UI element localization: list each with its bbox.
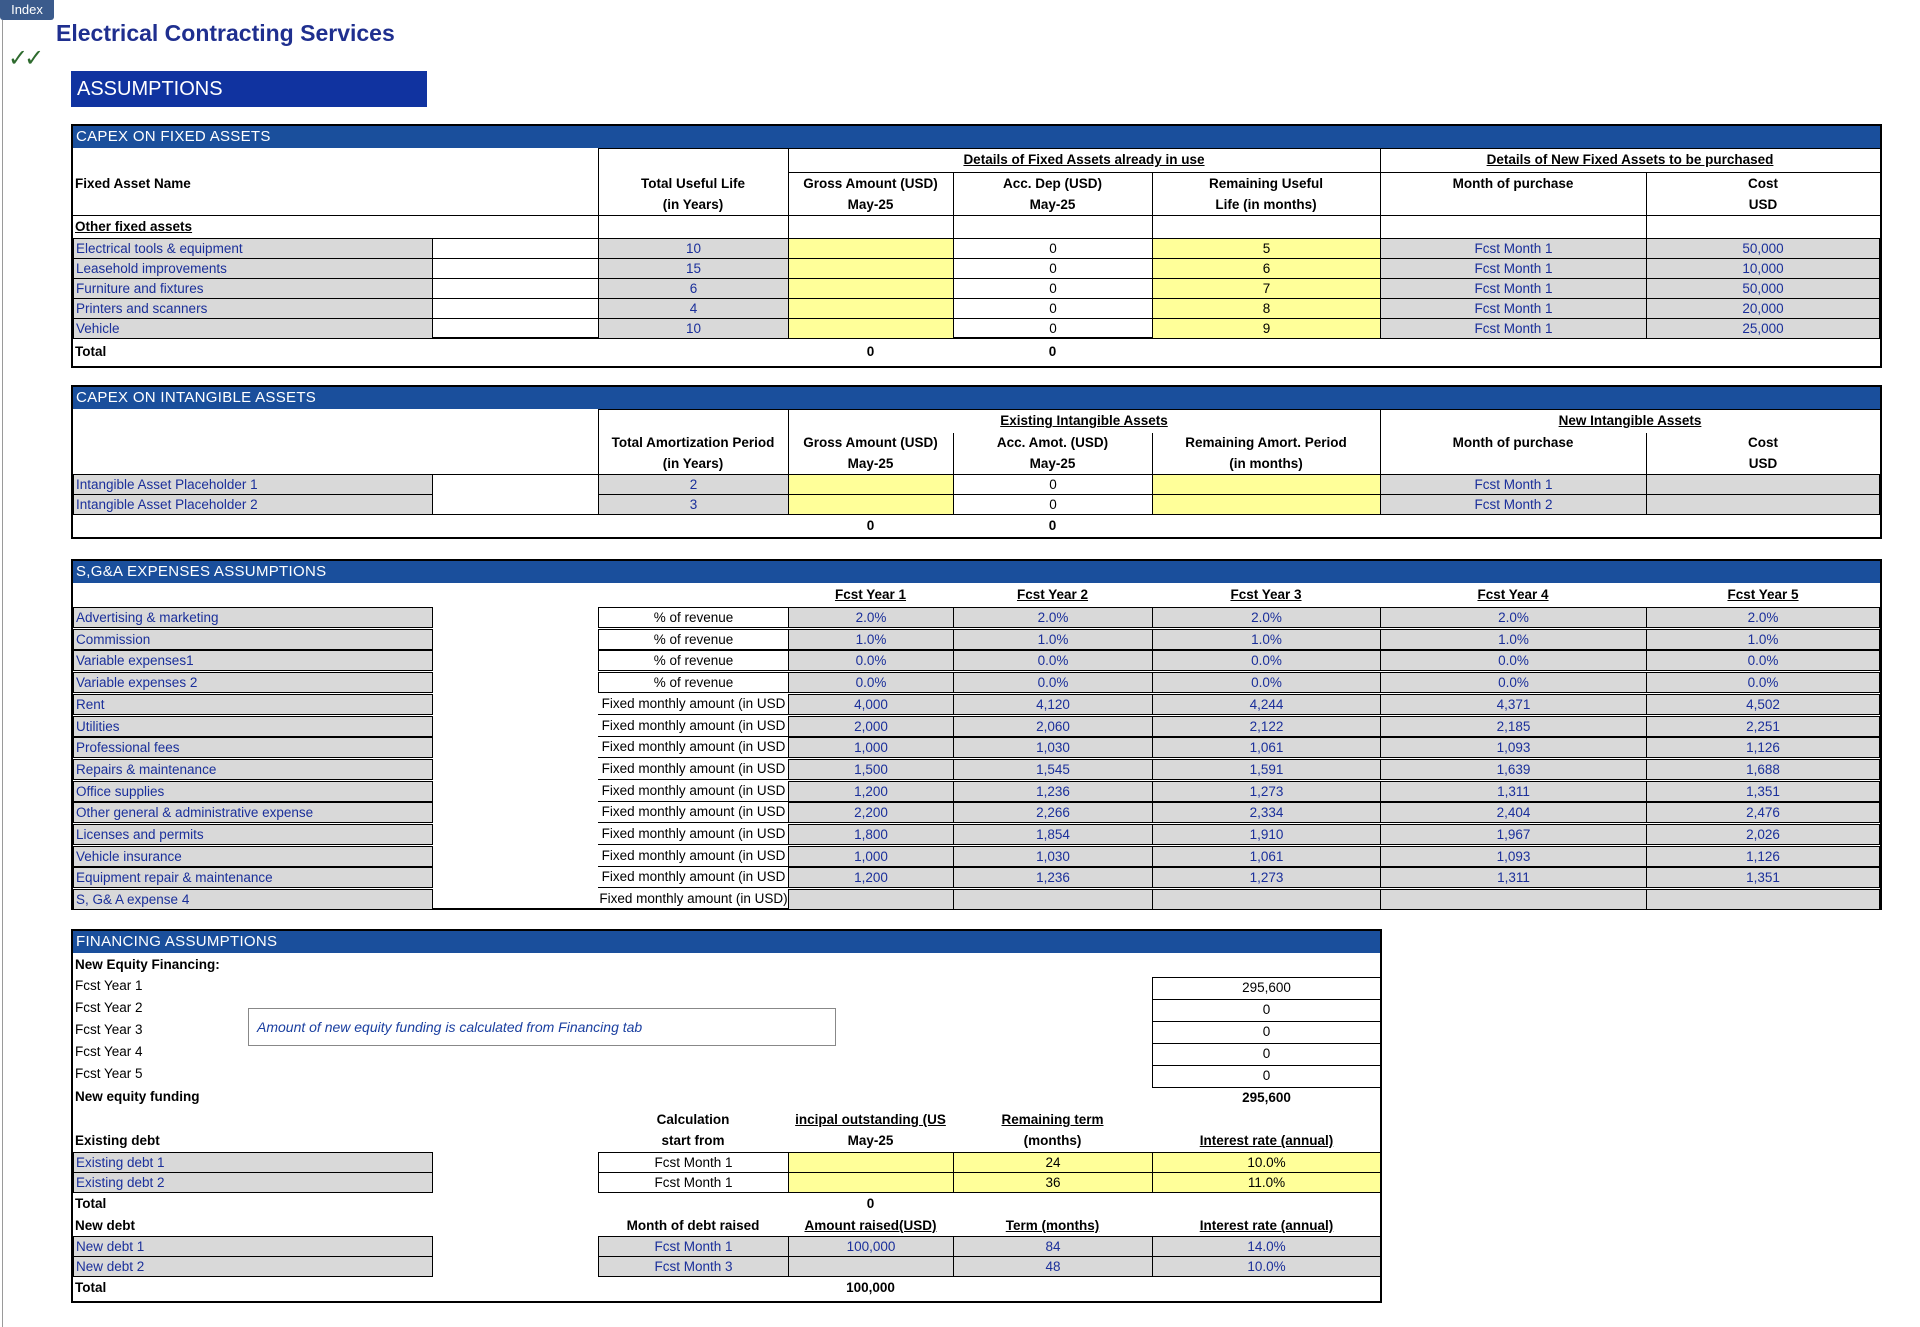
expense-value-year-5[interactable]: 1.0%	[1646, 629, 1880, 650]
new-debt-name: New debt 2	[73, 1256, 433, 1277]
expense-value-year-3[interactable]: 4,244	[1152, 694, 1381, 715]
expense-name: Commission	[73, 629, 433, 650]
existing-debt-name: Existing debt 1	[73, 1152, 433, 1173]
cost-input[interactable]: 50,000	[1646, 238, 1880, 259]
intangible-asset-name: Intangible Asset Placeholder 2	[73, 494, 433, 515]
group-existing-fixed: Details of Fixed Assets already in use	[963, 152, 1205, 167]
expense-value-year-2[interactable]: 0.0%	[953, 672, 1153, 693]
section-header: S,G&A EXPENSES ASSUMPTIONS	[73, 561, 1880, 583]
blank-cell	[432, 298, 599, 319]
col-remaining-life: Remaining Useful	[1208, 176, 1324, 191]
col-remaining-term: Remaining term	[1001, 1112, 1104, 1127]
intangible-asset-name: Intangible Asset Placeholder 1	[73, 474, 433, 495]
debt-start-select[interactable]: Fcst Month 1	[598, 1172, 789, 1193]
expense-value-year-3[interactable]: 1.0%	[1152, 629, 1381, 650]
expense-basis: % of revenue	[598, 629, 789, 650]
index-tab[interactable]: Index	[0, 0, 54, 20]
section-header: CAPEX ON FIXED ASSETS	[73, 126, 1880, 148]
total-acc-dep: 0	[1048, 344, 1057, 359]
expense-value-year-5[interactable]: 1,688	[1646, 759, 1880, 780]
purchase-month-select[interactable]: Fcst Month 1	[1380, 298, 1647, 319]
cost-input[interactable]: 25,000	[1646, 318, 1880, 339]
col-remaining-life-unit: Life (in months)	[1215, 197, 1317, 212]
expense-name: Variable expenses 2	[73, 672, 433, 693]
purchase-month-select[interactable]: Fcst Month 2	[1380, 494, 1647, 515]
gross-amount-input[interactable]	[788, 258, 954, 279]
principal-input[interactable]	[788, 1152, 954, 1173]
remaining-amort-input[interactable]	[1152, 474, 1381, 495]
debt-start-select[interactable]: Fcst Month 1	[598, 1152, 789, 1173]
expense-name: Licenses and permits	[73, 824, 433, 845]
acc-amot-value[interactable]: 0	[953, 494, 1153, 515]
remaining-life-input[interactable]: 8	[1152, 298, 1381, 319]
expense-value-year-3[interactable]: 1,273	[1152, 867, 1381, 888]
expense-basis: Fixed monthly amount (in USD	[598, 694, 789, 715]
col-acc-amot-date: May-25	[1029, 456, 1076, 471]
cost-input[interactable]	[1646, 494, 1880, 515]
expense-value-year-4[interactable]: 1,093	[1380, 846, 1647, 867]
equity-value[interactable]: 0	[1152, 1043, 1381, 1066]
expense-value-year-5[interactable]: 2.0%	[1646, 607, 1880, 628]
expense-name: Variable expenses1	[73, 650, 433, 671]
year-header: Fcst Year 3	[1230, 587, 1302, 602]
col-useful-life-unit: (in Years)	[662, 197, 724, 212]
expense-value-year-4[interactable]: 2.0%	[1380, 607, 1647, 628]
expense-value-year-1[interactable]: 1,200	[788, 867, 954, 888]
expense-value-year-1[interactable]: 4,000	[788, 694, 954, 715]
expense-value-year-4[interactable]: 2,185	[1380, 716, 1647, 737]
expense-name: Utilities	[73, 716, 433, 737]
expense-value-year-2[interactable]: 1,030	[953, 737, 1153, 758]
capex-intangible-section	[71, 385, 1882, 539]
equity-year-label: Fcst Year 4	[75, 1044, 143, 1059]
expense-value-year-5[interactable]: 0.0%	[1646, 672, 1880, 693]
expense-value-year-2[interactable]: 1.0%	[953, 629, 1153, 650]
expense-value-year-5[interactable]: 1,351	[1646, 867, 1880, 888]
col-remaining-amort: Remaining Amort. Period	[1185, 435, 1347, 450]
acc-dep-value[interactable]: 0	[953, 278, 1153, 299]
remaining-amort-input[interactable]	[1152, 494, 1381, 515]
asset-name: Furniture and fixtures	[73, 278, 433, 299]
assumptions-banner: ASSUMPTIONS	[71, 71, 427, 107]
expense-name: Rent	[73, 694, 433, 715]
acc-dep-value[interactable]: 0	[953, 298, 1153, 319]
acc-dep-value[interactable]: 0	[953, 238, 1153, 259]
expense-basis: Fixed monthly amount (in USD	[598, 802, 789, 823]
page-title: Electrical Contracting Services	[56, 20, 395, 46]
blank-cell	[432, 318, 599, 339]
useful-life-input[interactable]: 10	[598, 318, 789, 339]
expense-value-year-5[interactable]: 4,502	[1646, 694, 1880, 715]
expense-value-year-5[interactable]: 0.0%	[1646, 650, 1880, 671]
year-header: Fcst Year 5	[1727, 587, 1799, 602]
remaining-term-input[interactable]: 36	[953, 1172, 1153, 1193]
subheader-other-fixed-assets: Other fixed assets	[75, 219, 193, 234]
expense-basis: % of revenue	[598, 672, 789, 693]
col-gross-amount: Gross Amount (USD)	[803, 176, 938, 191]
cost-input[interactable]	[1646, 474, 1880, 495]
purchase-month-select[interactable]: Fcst Month 1	[1380, 258, 1647, 279]
expense-value-year-4[interactable]: 1,311	[1380, 781, 1647, 802]
expense-value-year-4[interactable]: 2,404	[1380, 802, 1647, 823]
expense-name: Equipment repair & maintenance	[73, 867, 433, 888]
expense-value-year-2[interactable]: 1,854	[953, 824, 1153, 845]
expense-value-year-3[interactable]: 0.0%	[1152, 672, 1381, 693]
expense-value-year-5[interactable]: 2,026	[1646, 824, 1880, 845]
col-amortization-period-unit: (in Years)	[662, 456, 724, 471]
expense-value-year-3[interactable]: 2.0%	[1152, 607, 1381, 628]
asset-name: Leasehold improvements	[73, 258, 433, 279]
amount-raised-input[interactable]	[788, 1256, 954, 1277]
purchase-month-select[interactable]: Fcst Month 1	[1380, 474, 1647, 495]
expense-value-year-1[interactable]: 2,200	[788, 802, 954, 823]
expense-value-year-2[interactable]: 0.0%	[953, 650, 1153, 671]
year-header: Fcst Year 4	[1477, 587, 1549, 602]
col-amount-raised: Amount raised(USD)	[804, 1218, 937, 1233]
expense-value-year-3[interactable]: 1,273	[1152, 781, 1381, 802]
col-term: Term (months)	[1005, 1218, 1100, 1233]
existing-total-label: Total	[75, 1196, 107, 1211]
col-acc-dep: Acc. Dep (USD)	[1002, 176, 1102, 191]
expense-value-year-5[interactable]: 1,351	[1646, 781, 1880, 802]
gross-amount-input[interactable]	[788, 298, 954, 319]
expense-value-year-2[interactable]: 2,060	[953, 716, 1153, 737]
asset-name: Printers and scanners	[73, 298, 433, 319]
new-total-value: 100,000	[846, 1280, 895, 1295]
expense-value-year-1[interactable]: 1,200	[788, 781, 954, 802]
expense-value-year-3[interactable]: 0.0%	[1152, 650, 1381, 671]
expense-value-year-5[interactable]: 2,476	[1646, 802, 1880, 823]
blank-cell	[432, 258, 599, 279]
col-fixed-asset-name: Fixed Asset Name	[75, 176, 191, 191]
equity-year-label: Fcst Year 3	[75, 1022, 143, 1037]
purchase-month-select[interactable]: Fcst Month 1	[1380, 318, 1647, 339]
expense-value-year-3[interactable]: 1,061	[1152, 737, 1381, 758]
col-cost: Cost	[1748, 176, 1778, 191]
expense-name: Vehicle insurance	[73, 846, 433, 867]
expense-basis: Fixed monthly amount (in USD	[598, 781, 789, 802]
term-input[interactable]: 48	[953, 1256, 1153, 1277]
cost-input[interactable]: 50,000	[1646, 278, 1880, 299]
col-cost-unit: USD	[1748, 197, 1778, 212]
new-debt-name: New debt 1	[73, 1236, 433, 1257]
gross-amount-input[interactable]	[788, 278, 954, 299]
equity-year-label: Fcst Year 1	[75, 978, 143, 993]
amortization-period-input[interactable]: 3	[598, 494, 789, 515]
expense-value-year-4[interactable]: 1.0%	[1380, 629, 1647, 650]
expense-value-year-4[interactable]: 0.0%	[1380, 650, 1647, 671]
expense-value-year-2[interactable]: 1,236	[953, 781, 1153, 802]
expense-value-year-1[interactable]: 1,000	[788, 737, 954, 758]
expense-name: Other general & administrative expense	[73, 802, 433, 823]
expense-value-year-2[interactable]: 1,236	[953, 867, 1153, 888]
acc-dep-value[interactable]: 0	[953, 258, 1153, 279]
existing-debt-name: Existing debt 2	[73, 1172, 433, 1193]
equity-year-label: Fcst Year 5	[75, 1066, 143, 1081]
section-header: FINANCING ASSUMPTIONS	[73, 931, 1380, 953]
expense-value-year-2[interactable]	[953, 889, 1153, 910]
col-calculation: Calculation	[656, 1112, 730, 1127]
equity-value[interactable]: 295,600	[1152, 977, 1381, 1000]
existing-total-value: 0	[866, 1196, 875, 1211]
col-interest-rate: Interest rate (annual)	[1199, 1133, 1334, 1148]
useful-life-input[interactable]: 4	[598, 298, 789, 319]
equity-value[interactable]: 0	[1152, 1021, 1381, 1044]
expense-value-year-3[interactable]	[1152, 889, 1381, 910]
col-month-of-purchase: Month of purchase	[1452, 176, 1574, 191]
col-cost-unit: USD	[1748, 456, 1778, 471]
gross-amount-input[interactable]	[788, 238, 954, 259]
cost-input[interactable]: 10,000	[1646, 258, 1880, 279]
gross-amount-input[interactable]	[788, 474, 954, 495]
checkmark-icon: ✓✓	[8, 45, 41, 72]
year-header: Fcst Year 2	[1016, 587, 1089, 602]
total-gross-amount: 0	[866, 344, 875, 359]
existing-debt-title: Existing debt	[75, 1133, 160, 1148]
expense-name: S, G& A expense 4	[73, 889, 433, 910]
col-principal-outstanding: incipal outstanding (US	[795, 1112, 946, 1127]
amount-raised-input[interactable]: 100,000	[788, 1236, 954, 1257]
purchase-month-select[interactable]: Fcst Month 1	[1380, 238, 1647, 259]
remaining-life-input[interactable]: 5	[1152, 238, 1381, 259]
expense-value-year-2[interactable]: 2,266	[953, 802, 1153, 823]
expense-basis: Fixed monthly amount (in USD	[598, 846, 789, 867]
expense-value-year-2[interactable]: 1,545	[953, 759, 1153, 780]
expense-value-year-4[interactable]: 1,967	[1380, 824, 1647, 845]
expense-value-year-5[interactable]: 2,251	[1646, 716, 1880, 737]
capex-fixed-section	[71, 124, 1882, 368]
expense-value-year-1[interactable]	[788, 889, 954, 910]
col-month-of-purchase: Month of purchase	[1452, 435, 1574, 450]
amortization-period-input[interactable]: 2	[598, 474, 789, 495]
col-acc-amot: Acc. Amot. (USD)	[996, 435, 1109, 450]
expense-value-year-2[interactable]: 1,030	[953, 846, 1153, 867]
expense-basis: % of revenue	[598, 607, 789, 628]
expense-value-year-4[interactable]: 4,371	[1380, 694, 1647, 715]
col-month-raised: Month of debt raised	[626, 1218, 760, 1233]
useful-life-input[interactable]: 6	[598, 278, 789, 299]
group-new-intangible: New Intangible Assets	[1558, 413, 1702, 428]
principal-input[interactable]	[788, 1172, 954, 1193]
expense-value-year-3[interactable]: 2,334	[1152, 802, 1381, 823]
remaining-term-input[interactable]: 24	[953, 1152, 1153, 1173]
equity-total-value: 295,600	[1242, 1090, 1291, 1105]
section-header: CAPEX ON INTANGIBLE ASSETS	[73, 387, 1880, 409]
useful-life-input[interactable]: 10	[598, 238, 789, 259]
left-border	[2, 20, 3, 1327]
asset-name: Vehicle	[73, 318, 433, 339]
expense-value-year-4[interactable]: 1,093	[1380, 737, 1647, 758]
useful-life-input[interactable]: 15	[598, 258, 789, 279]
sga-section	[71, 559, 1882, 910]
col-remaining-amort-unit: (in months)	[1229, 456, 1303, 471]
remaining-life-input[interactable]: 7	[1152, 278, 1381, 299]
col-gross-date: May-25	[847, 197, 894, 212]
col-acc-dep-date: May-25	[1029, 197, 1076, 212]
expense-name: Repairs & maintenance	[73, 759, 433, 780]
col-principal-date: May-25	[847, 1133, 894, 1148]
expense-name: Advertising & marketing	[73, 607, 433, 628]
acc-dep-value[interactable]: 0	[953, 318, 1153, 339]
equity-value[interactable]: 0	[1152, 999, 1381, 1022]
col-gross-amount: Gross Amount (USD)	[803, 435, 938, 450]
expense-value-year-5[interactable]: 1,126	[1646, 846, 1880, 867]
expense-value-year-3[interactable]: 2,122	[1152, 716, 1381, 737]
col-amortization-period: Total Amortization Period	[611, 435, 775, 450]
expense-value-year-1[interactable]: 0.0%	[788, 672, 954, 693]
equity-title: New Equity Financing:	[75, 957, 220, 972]
purchase-month-select[interactable]: Fcst Month 1	[1380, 278, 1647, 299]
expense-basis: Fixed monthly amount (in USD	[598, 759, 789, 780]
expense-value-year-3[interactable]: 1,591	[1152, 759, 1381, 780]
blank-cell	[432, 278, 599, 299]
interest-rate-input[interactable]: 11.0%	[1152, 1172, 1381, 1193]
total-gross-amount: 0	[866, 518, 875, 533]
new-debt-title: New debt	[75, 1218, 136, 1233]
expense-value-year-2[interactable]: 4,120	[953, 694, 1153, 715]
expense-value-year-1[interactable]: 1,500	[788, 759, 954, 780]
acc-amot-value[interactable]: 0	[953, 474, 1153, 495]
expense-name: Professional fees	[73, 737, 433, 758]
term-input[interactable]: 84	[953, 1236, 1153, 1257]
expense-value-year-2[interactable]: 2.0%	[953, 607, 1153, 628]
equity-total-label: New equity funding	[75, 1089, 200, 1104]
equity-note: Amount of new equity funding is calculated from Financing tab	[248, 1008, 836, 1046]
col-remaining-term-unit: (months)	[1023, 1133, 1082, 1148]
equity-value[interactable]: 0	[1152, 1065, 1381, 1088]
expense-basis: Fixed monthly amount (in USD)	[598, 889, 789, 910]
expense-value-year-1[interactable]: 2.0%	[788, 607, 954, 628]
equity-year-label: Fcst Year 2	[75, 1000, 143, 1015]
expense-value-year-1[interactable]: 1,000	[788, 846, 954, 867]
expense-name: Office supplies	[73, 781, 433, 802]
expense-basis: % of revenue	[598, 650, 789, 671]
expense-value-year-1[interactable]: 0.0%	[788, 650, 954, 671]
col-start-from: start from	[661, 1133, 725, 1148]
debt-month-select[interactable]: Fcst Month 3	[598, 1256, 789, 1277]
col-useful-life: Total Useful Life	[640, 176, 745, 191]
expense-value-year-1[interactable]: 2,000	[788, 716, 954, 737]
total-label: Total	[75, 344, 107, 359]
col-gross-date: May-25	[847, 456, 894, 471]
expense-basis: Fixed monthly amount (in USD	[598, 867, 789, 888]
expense-value-year-5[interactable]	[1646, 889, 1880, 910]
financing-section	[71, 929, 1382, 1303]
expense-value-year-1[interactable]: 1,800	[788, 824, 954, 845]
expense-value-year-3[interactable]: 1,910	[1152, 824, 1381, 845]
expense-value-year-4[interactable]: 1,639	[1380, 759, 1647, 780]
interest-rate-input[interactable]: 14.0%	[1152, 1236, 1381, 1257]
group-new-fixed: Details of New Fixed Assets to be purchased	[1486, 152, 1774, 167]
remaining-life-input[interactable]: 6	[1152, 258, 1381, 279]
new-total-label: Total	[75, 1280, 107, 1295]
col-interest-rate: Interest rate (annual)	[1199, 1218, 1334, 1233]
year-header: Fcst Year 1	[834, 587, 907, 602]
interest-rate-input[interactable]: 10.0%	[1152, 1256, 1381, 1277]
expense-basis: Fixed monthly amount (in USD	[598, 824, 789, 845]
blank-cell	[432, 238, 599, 259]
gross-amount-input[interactable]	[788, 494, 954, 515]
interest-rate-input[interactable]: 10.0%	[1152, 1152, 1381, 1173]
total-acc-amot: 0	[1048, 518, 1057, 533]
cost-input[interactable]: 20,000	[1646, 298, 1880, 319]
col-cost: Cost	[1748, 435, 1778, 450]
expense-value-year-4[interactable]: 1,311	[1380, 867, 1647, 888]
expense-value-year-5[interactable]: 1,126	[1646, 737, 1880, 758]
debt-month-select[interactable]: Fcst Month 1	[598, 1236, 789, 1257]
asset-name: Electrical tools & equipment	[73, 238, 433, 259]
expense-value-year-4[interactable]	[1380, 889, 1647, 910]
expense-value-year-4[interactable]: 0.0%	[1380, 672, 1647, 693]
expense-basis: Fixed monthly amount (in USD	[598, 716, 789, 737]
group-existing-intangible: Existing Intangible Assets	[1000, 413, 1168, 428]
expense-value-year-1[interactable]: 1.0%	[788, 629, 954, 650]
gross-amount-input[interactable]	[788, 318, 954, 339]
expense-value-year-3[interactable]: 1,061	[1152, 846, 1381, 867]
remaining-life-input[interactable]: 9	[1152, 318, 1381, 339]
expense-basis: Fixed monthly amount (in USD	[598, 737, 789, 758]
